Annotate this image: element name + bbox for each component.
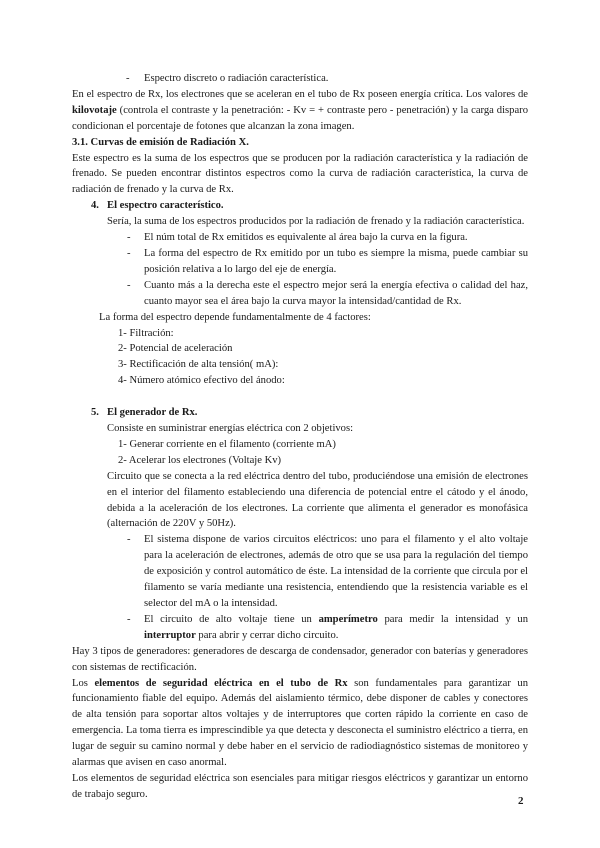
- list-item-text: [144, 614, 528, 641]
- section-title: El generador de Rx.: [107, 407, 198, 419]
- amperimetro-term: amperímetro: [318, 613, 378, 625]
- list-item: [72, 230, 528, 246]
- list-item: [72, 612, 528, 644]
- text-run: (controla el contraste y la penetración: - Kv = + contraste pero - penetración) y la carga disparo condicionan el porcentaje de fotones que alcanzan la zona imagen.: [72, 104, 528, 132]
- factor-item: 4- Número atómico efectivo del ánodo:: [118, 375, 285, 387]
- paragraph-circuit: Circuito que se conecta a la red eléctrica dentro del tubo, produciéndose una emisión de electrones en el interior del filamento estableciendo una diferencia de potencial entre el cátodo y el ánodo, debida a la aceleración de los electrones. La corriente que alimenta el generador es monofásica (alternación de 220V y 50Hz).: [107, 470, 528, 530]
- bullet-dash: -: [127, 279, 131, 291]
- text-run: son fundamentales para garantizar un funcionamiento fiable del equipo. Además del aislamiento térmico, debe disponer de cables y conectores de alta tensión para soportar altos voltajes y de interruptores que corten rápido la corriente en caso de emergencia. La toma tierra es imprescindible ya que detecta y desconecta el suministro eléctrico a tierra, en lugar de seguir su camino normal y debe haber en el servicio de radiodiagnóstico sistemas de monitoreo y alarmas que avisen en caso anormal.: [72, 677, 528, 769]
- bullet-dash: -: [127, 232, 131, 244]
- document-page: [72, 71, 528, 803]
- factor-item: 2- Potencial de aceleración: [118, 343, 233, 355]
- kilovotaje-term: kilovotaje: [72, 104, 117, 116]
- section-number: 5.: [91, 407, 99, 419]
- paragraph-generator-types: Hay 3 tipos de generadores: generadores de descarga de condensador, generador con baterías y generadores con sistemas de rectificación.: [72, 645, 528, 673]
- objective-item: 1- Generar corriente en el filamento (corriente mA): [118, 438, 336, 450]
- text-run: para abrir y cerrar dicho circuito.: [195, 629, 339, 641]
- section-heading-4: [72, 198, 528, 214]
- objective-item: 2- Acelerar los electrones (Voltaje Kv): [118, 454, 282, 466]
- list-item: [72, 278, 528, 310]
- factor-item: 3- Rectificación de alta tensión( mA):: [118, 359, 279, 371]
- factor-item: 1- Filtración:: [118, 327, 174, 339]
- generator-intro: Consiste en suministrar energías eléctrica con 2 objetivos:: [107, 423, 354, 435]
- list-item-text: La forma del espectro de Rx emitido por un tubo es siempre la misma, puede cambiar su posición relativa a lo largo del eje de energía.: [144, 247, 528, 275]
- section-title: El espectro característico.: [107, 200, 224, 212]
- paragraph-electrical-safety: [72, 676, 528, 771]
- text-run: En el espectro de Rx, los electrones que se aceleran en el tubo de Rx poseen energía crítica. Los valores de: [72, 88, 528, 100]
- safety-term: elementos de seguridad eléctrica en el tubo de Rx: [94, 677, 348, 689]
- bullet-dash: -: [127, 247, 131, 259]
- list-item-text: Cuanto más a la derecha este el espectro mejor será la energía efectiva o calidad del haz, cuanto mayor sea el área bajo la curva mayor la intensidad/cantidad de Rx.: [144, 279, 528, 307]
- text-run: El circuito de alto voltaje tiene un: [144, 613, 319, 625]
- bullet-dash: -: [127, 613, 131, 625]
- text-run: Los: [72, 677, 95, 689]
- section-heading-3-1: 3.1. Curvas de emisión de Radiación X.: [72, 136, 249, 148]
- paragraph-kilovoltaje: [72, 87, 528, 135]
- paragraph-characteristic-spectrum: Sería, la suma de los espectros producidos por la radiación de frenado y la radiación característica.: [107, 216, 525, 228]
- section-number: 4.: [91, 200, 99, 212]
- list-item: [72, 532, 528, 612]
- interruptor-term: interruptor: [144, 629, 196, 641]
- bullet-dash: -: [126, 73, 130, 84]
- text-run: para medir la intensidad y un: [377, 613, 529, 625]
- paragraph-spectrum: Este espectro es la suma de los espectros que se producen por la radiación característica y la radiación de frenado. Se pueden encontrar distintos espectros como la curva de radiación característica, la curva de radiación de frenado y la curva de Rx.: [72, 152, 528, 196]
- list-item-text: El sistema dispone de varios circuitos eléctricos: uno para el filamento y el alto voltaje para la aceleración de electrones, además de otro que se usa para la regulación del tiempo de exposición y control automático de éste. La intensidad de la corriente que circula por el filamento se varía mediante una resistencia, entendiendo que la resistencia variable es el selector del mA o la intensidad.: [144, 534, 528, 609]
- paragraph-conclusion: Los elementos de seguridad eléctrica son esenciales para mitigar riesgos eléctricos y garantizar un entorno de trabajo seguro.: [72, 772, 528, 800]
- intro-bullet: [72, 71, 528, 87]
- list-item-text: El núm total de Rx emitidos es equivalente al área bajo la curva en la figura.: [144, 232, 468, 244]
- bullet-dash: -: [127, 534, 131, 546]
- factors-intro: La forma del espectro depende fundamentalmente de 4 factores:: [99, 311, 371, 323]
- list-item: [72, 246, 528, 278]
- intro-bullet-text: Espectro discreto o radiación característica.: [144, 73, 329, 84]
- page-number: 2: [518, 795, 524, 807]
- section-heading-5: [72, 405, 528, 421]
